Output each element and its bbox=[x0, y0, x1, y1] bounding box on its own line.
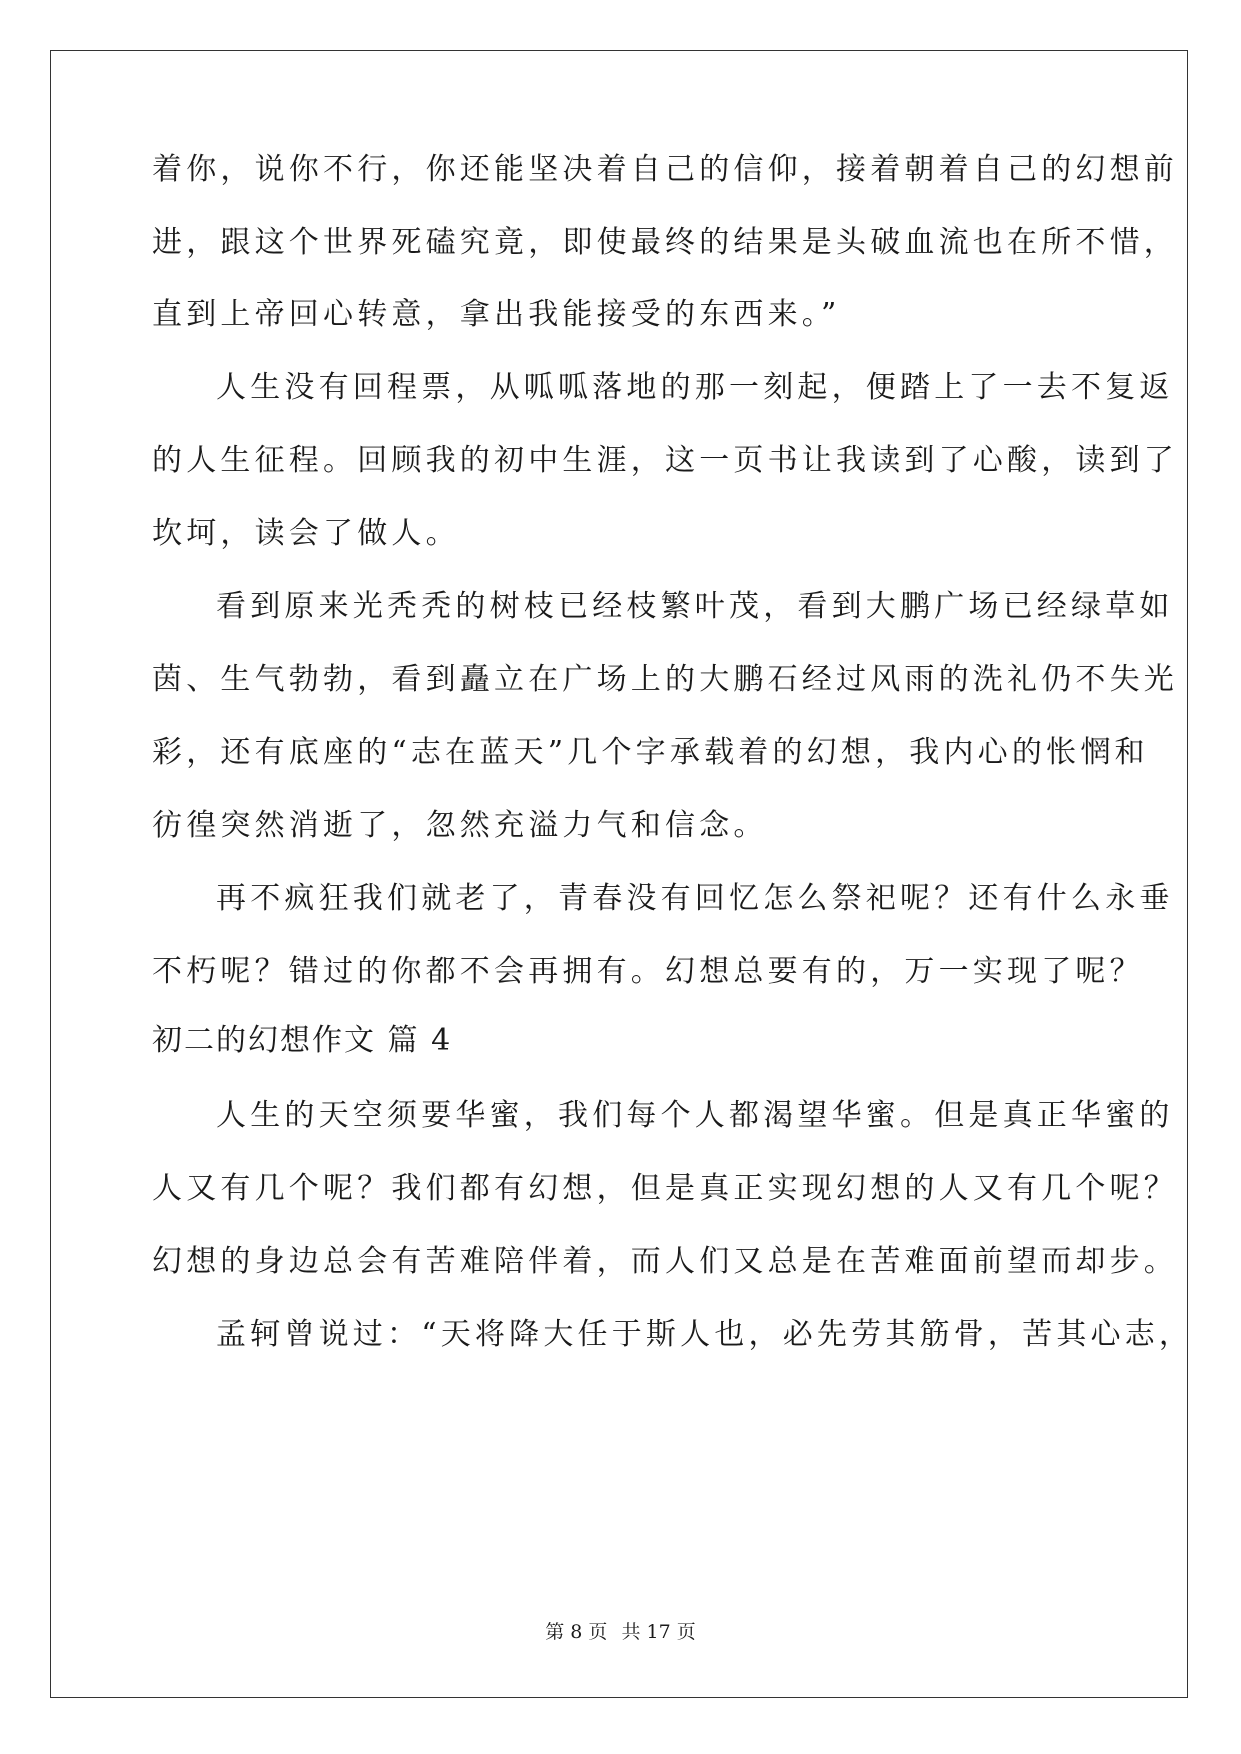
paragraph-start-line: 人生的天空须要华蜜，我们每个人都渴望华蜜。但是真正华蜜的 bbox=[216, 1098, 1174, 1133]
text-line: 不朽呢？错过的你都不会再拥有。幻想总要有的，万一实现了呢？ bbox=[152, 954, 1144, 989]
text-line: 坎坷，读会了做人。 bbox=[152, 516, 460, 551]
paragraph-start-line: 看到原来光秃秃的树枝已经枝繁叶茂，看到大鹏广场已经绿草如 bbox=[216, 589, 1174, 624]
section-heading: 初二的幻想作文 篇 4 bbox=[152, 1023, 453, 1058]
text-line: 彷徨突然消逝了，忽然充溢力气和信念。 bbox=[152, 808, 768, 843]
text-line: 人又有几个呢？我们都有幻想，但是真正实现幻想的人又有几个呢？ bbox=[152, 1171, 1178, 1206]
text-line: 彩，还有底座的“志在蓝天”几个字承载着的幻想，我内心的怅惘和 bbox=[152, 735, 1149, 770]
paragraph-start-line: 孟轲曾说过：“天将降大任于斯人也，必先劳其筋骨，苦其心志， bbox=[216, 1317, 1194, 1352]
paragraph-start-line: 再不疯狂我们就老了，青春没有回忆怎么祭祀呢？还有什么永垂 bbox=[216, 881, 1174, 916]
text-line: 着你，说你不行，你还能坚决着自己的信仰，接着朝着自己的幻想前 bbox=[152, 152, 1178, 187]
text-line: 茵、生气勃勃，看到矗立在广场上的大鹏石经过风雨的洗礼仍不失光 bbox=[152, 662, 1178, 697]
text-line: 幻想的身边总会有苦难陪伴着，而人们又总是在苦难面前望而却步。 bbox=[152, 1244, 1178, 1279]
page-number: 第 8 页 bbox=[545, 1621, 608, 1643]
text-line: 进，跟这个世界死磕究竟，即使最终的结果是头破血流也在所不惜， bbox=[152, 225, 1178, 260]
text-line: 的人生征程。回顾我的初中生涯，这一页书让我读到了心酸，读到了 bbox=[152, 443, 1178, 478]
text-line: 直到上帝回心转意，拿出我能接受的东西来。” bbox=[152, 297, 841, 332]
paragraph-start-line: 人生没有回程票，从呱呱落地的那一刻起，便踏上了一去不复返 bbox=[216, 370, 1174, 405]
page-total: 共 17 页 bbox=[621, 1621, 696, 1643]
page-footer bbox=[0, 1620, 1241, 1644]
